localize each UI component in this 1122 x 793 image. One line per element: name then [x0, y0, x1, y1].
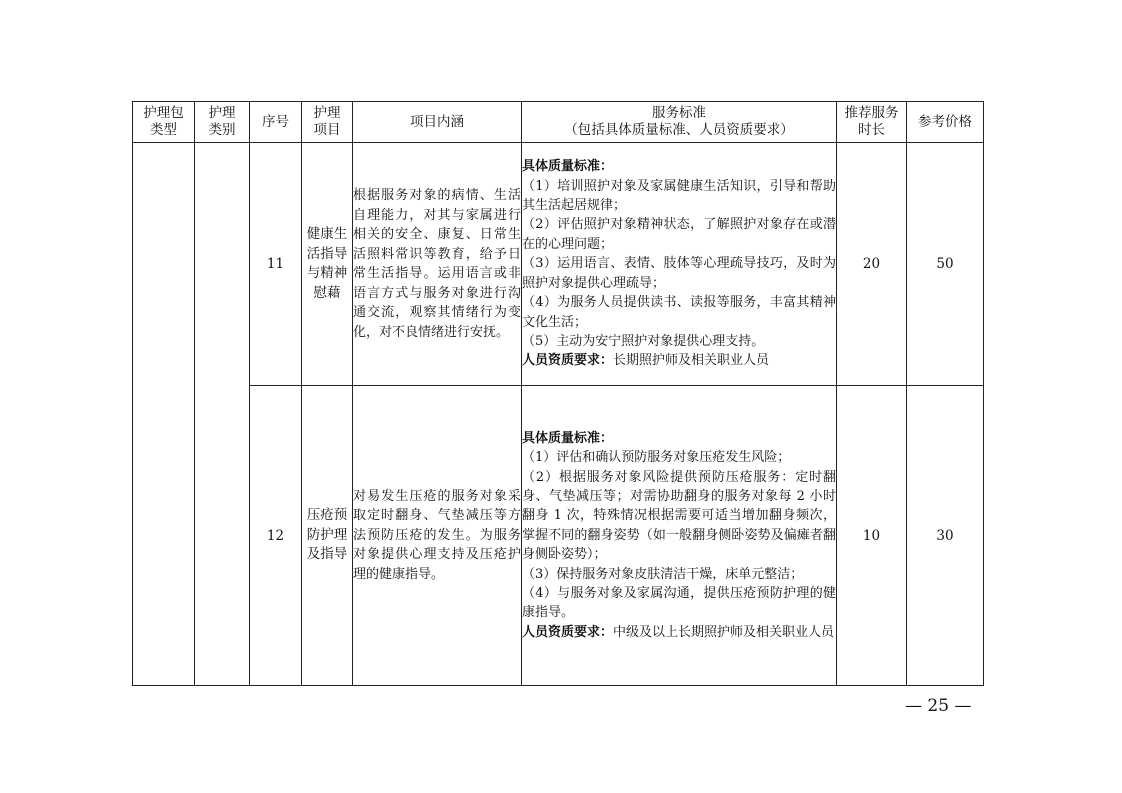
care-service-table: [132, 101, 984, 686]
header-package-type: 护理包 类型: [133, 102, 195, 143]
standard-line: （1）评估和确认预防服务对象压疮发生风险；: [522, 450, 791, 466]
content-cell: 根据服务对象的病情、生活自理能力，对其与家属进行相关的安全、康复、日常生活照料常识等教育，给予日常生活指导。运用语言或非语言方式与服务对象进行沟通交流，观察其情绪行为变化，对不良情绪进行安抚。: [353, 143, 522, 386]
header-standard: 服务标准 （包括具体质量标准、人员资质要求）: [522, 102, 837, 143]
standard-line: （2）根据服务对象风险提供预防压疮服务：定时翻身、气垫减压等；对需协助翻身的服务对象每 2 小时翻身 1 次，特殊情况根据需要可适当增加翻身频次，掌握不同的翻身姿势（如一般翻身侧卧姿势及偏瘫者翻身侧卧姿势）；: [522, 469, 836, 563]
seq-cell: 11: [250, 143, 302, 386]
standard-line: （4）为服务人员提供读书、读报等服务，丰富其精神文化生活；: [522, 295, 836, 330]
duration-cell: 20: [837, 143, 907, 386]
header-price: 参考价格: [907, 102, 984, 143]
staff-requirement: [522, 351, 836, 370]
item-cell: 压疮预防护理及指导: [302, 386, 353, 686]
header-content: 项目内涵: [353, 102, 522, 143]
staff-requirement: [522, 623, 836, 642]
standard-line: （3）保持服务对象皮肤清洁干燥，床单元整洁；: [522, 566, 804, 582]
standard-line: （5）主动为安宁照护对象提供心理支持。: [522, 333, 765, 349]
standard-cell: [522, 143, 837, 386]
header-care-category: 护理 类别: [195, 102, 250, 143]
content-cell: 对易发生压疮的服务对象采取定时翻身、气垫减压等方法预防压疮的发生。为服务对象提供心理支持及压疮护理的健康指导。: [353, 386, 522, 686]
price-cell: 30: [907, 386, 984, 686]
staff-label: 人员资质要求：: [522, 353, 614, 369]
item-cell: 健康生活指导与精神慰藉: [302, 143, 353, 386]
staff-value: 中级及以上长期照护师及相关职业人员: [613, 624, 835, 640]
package-type-cell: [133, 143, 195, 686]
staff-label: 人员资质要求：: [522, 624, 614, 640]
header-seq: 序号: [250, 102, 302, 143]
standard-title: 具体质量标准：: [522, 430, 614, 446]
standard-line: （1）培训照护对象及家属健康生活知识，引导和帮助其生活起居规律；: [522, 178, 836, 214]
standard-line: （2）评估照护对象精神状态，了解照护对象存在或潜在的心理问题；: [522, 217, 836, 252]
staff-value: 长期照护师及相关职业人员: [613, 353, 770, 369]
standard-line: （3）运用语言、表情、肢体等心理疏导技巧，及时为照护对象提供心理疏导；: [522, 256, 836, 291]
standard-title: 具体质量标准：: [522, 159, 614, 175]
table-row: [133, 143, 984, 386]
page-number: — 25 —: [905, 696, 972, 716]
standard-line: （4）与服务对象及家属沟通，提供压疮预防护理的健康指导。: [522, 586, 836, 621]
care-category-cell: [195, 143, 250, 686]
table-row: [133, 386, 984, 686]
header-duration: 推荐服务 时长: [837, 102, 907, 143]
seq-cell: 12: [250, 386, 302, 686]
table-header-row: [133, 102, 984, 143]
duration-cell: 10: [837, 386, 907, 686]
header-item: 护理 项目: [302, 102, 353, 143]
standard-cell: [522, 386, 837, 686]
price-cell: 50: [907, 143, 984, 386]
